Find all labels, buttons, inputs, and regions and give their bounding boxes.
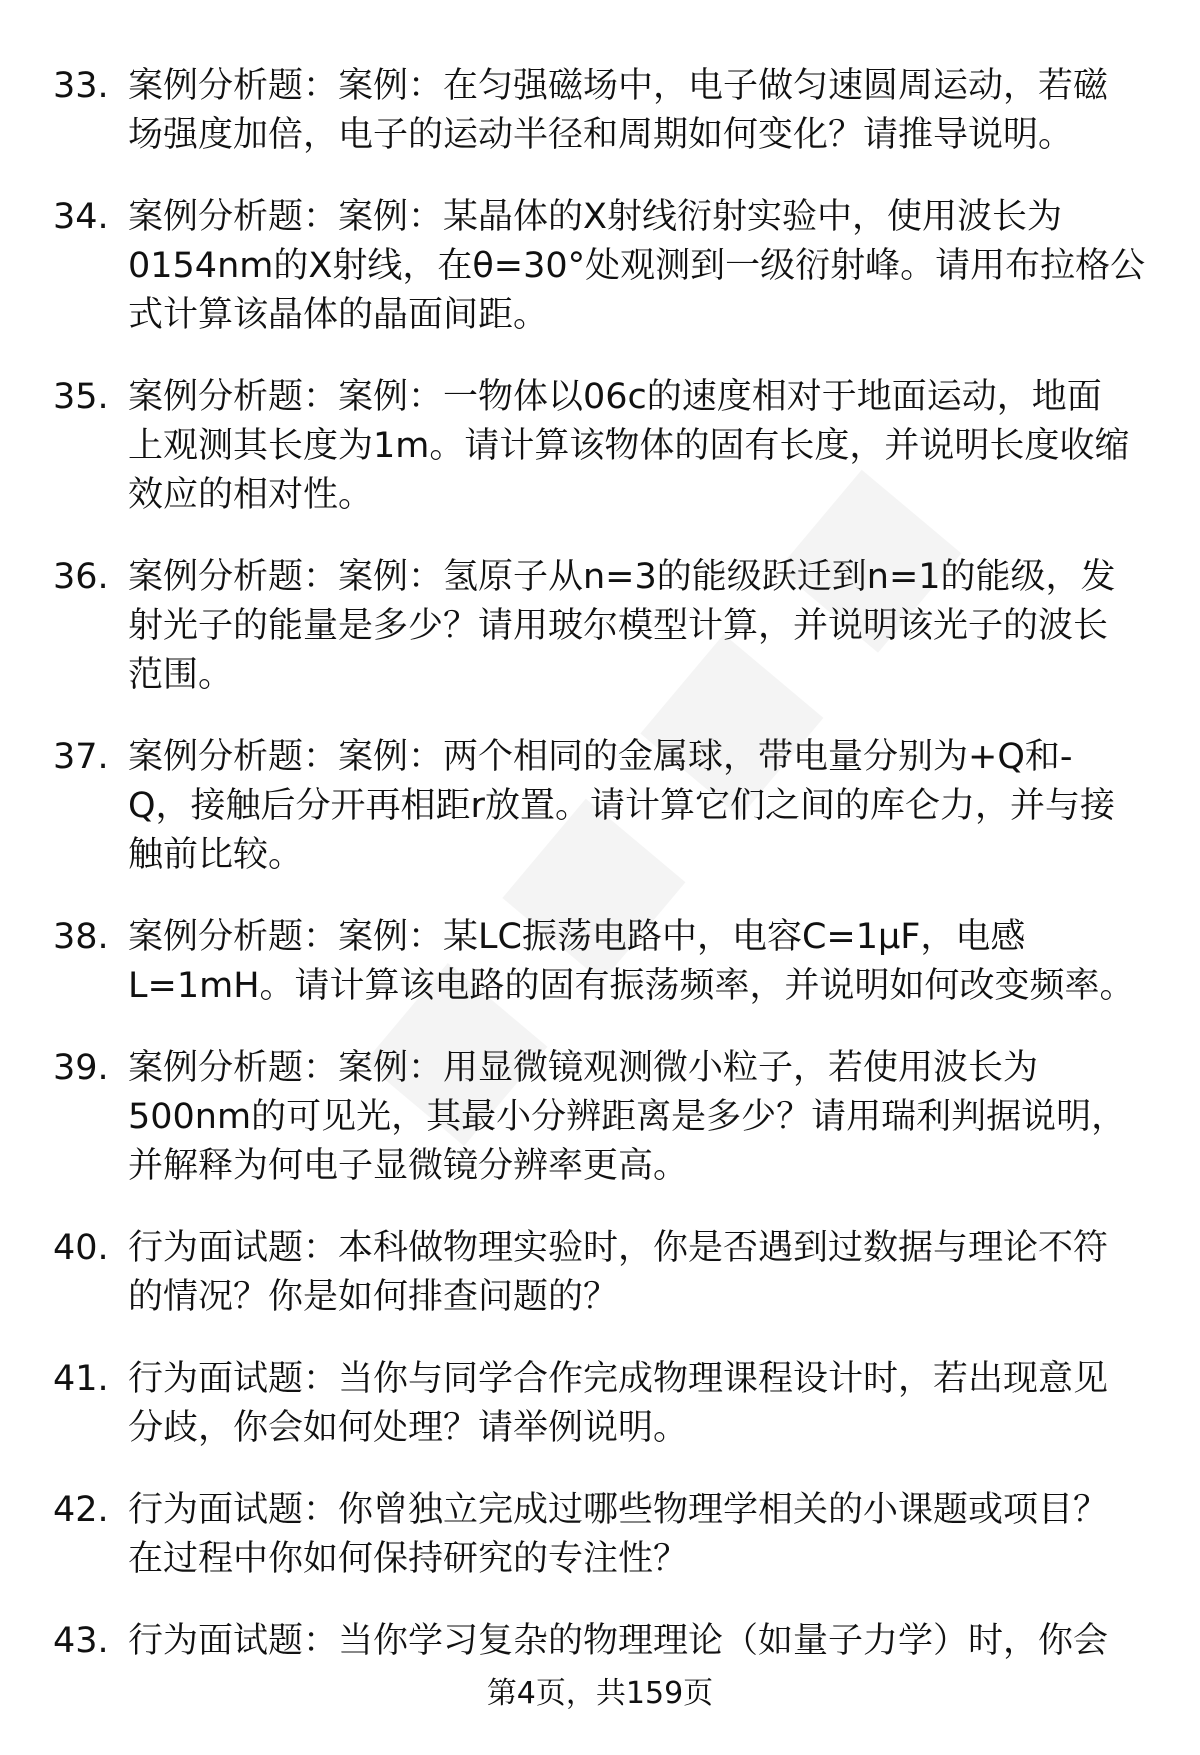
question-text-line: 在过程中你如何保持研究的专注性？ [128,1539,689,1579]
question-text-line: 式计算该晶体的晶面间距。 [128,295,549,335]
question-number: 36. [53,557,109,597]
question-text-line: 触前比较。 [128,835,304,875]
question-text-line: 分歧，你会如何处理？请举例说明。 [128,1408,689,1448]
question-text [128,1355,1200,1453]
question-text-line: 行为面试题：本科做物理实验时，你是否遇到过数据与理论不符 [128,1228,1109,1268]
question-text [128,733,1200,880]
question-text-line: L=1mH。请计算该电路的固有振荡频率，并说明如何改变频率。 [128,966,1135,1006]
question-text [128,193,1200,340]
question-number: 39. [53,1048,109,1088]
question-item [0,62,1200,160]
question-item [0,733,1200,880]
question-list [0,62,1200,1699]
question-text-line: 行为面试题：你曾独立完成过哪些物理学相关的小课题或项目？ [128,1490,1109,1530]
question-text-line: 案例分析题：案例：用显微镜观测微小粒子，若使用波长为 [128,1048,1039,1088]
question-number: 35. [53,377,109,417]
question-number: 40. [53,1228,109,1268]
question-text-line: 500nm的可见光，其最小分辨距离是多少？请用瑞利判据说明， [128,1097,1127,1137]
question-text-line: 案例分析题：案例：一物体以06c的速度相对于地面运动，地面 [128,377,1102,417]
question-number: 37. [53,737,109,777]
question-item [0,1044,1200,1191]
question-number: 41. [53,1359,109,1399]
question-text-line: Q，接触后分开再相距r放置。请计算它们之间的库仑力，并与接 [128,786,1115,826]
question-item [0,553,1200,700]
question-text-line: 案例分析题：案例：两个相同的金属球，带电量分别为+Q和- [128,737,1073,777]
question-text [128,1044,1200,1191]
question-item [0,373,1200,520]
question-number: 34. [53,197,109,237]
question-text-line: 并解释为何电子显微镜分辨率更高。 [128,1146,689,1186]
question-text [128,913,1200,1011]
question-text-line: 场强度加倍，电子的运动半径和周期如何变化？请推导说明。 [128,115,1074,155]
question-text [128,373,1200,520]
question-text-line: 的情况？你是如何排查问题的？ [128,1277,619,1317]
question-item [0,1224,1200,1322]
question-item [0,1355,1200,1453]
question-item [0,913,1200,1011]
question-text-line: 案例分析题：案例：氢原子从n=3的能级跃迁到n=1的能级，发 [128,557,1116,597]
question-text [128,1224,1200,1322]
question-text-line: 行为面试题：当你与同学合作完成物理课程设计时，若出现意见 [128,1359,1109,1399]
question-text [128,1486,1200,1584]
question-item [0,1617,1200,1666]
question-text-line: 案例分析题：案例：某晶体的X射线衍射实验中，使用波长为 [128,197,1062,237]
question-item [0,193,1200,340]
question-item [0,1486,1200,1584]
question-number: 42. [53,1490,109,1530]
question-text-line: 范围。 [128,655,234,695]
question-text-line: 案例分析题：案例：在匀强磁场中，电子做匀速圆周运动，若磁 [128,66,1109,106]
question-text-line: 案例分析题：案例：某LC振荡电路中，电容C=1μF，电感 [128,917,1026,957]
question-text [128,1617,1200,1666]
question-text-line: 行为面试题：当你学习复杂的物理理论（如量子力学）时，你会 [128,1621,1109,1661]
question-number: 38. [53,917,109,957]
question-text [128,62,1200,160]
question-text [128,553,1200,700]
question-number: 43. [53,1621,109,1661]
question-text-line: 效应的相对性。 [128,475,374,515]
question-text-line: 0154nm的X射线，在θ=30°处观测到一级衍射峰。请用布拉格公 [128,246,1146,286]
question-text-line: 上观测其长度为1m。请计算该物体的固有长度，并说明长度收缩 [128,426,1130,466]
question-number: 33. [53,66,109,106]
question-text-line: 射光子的能量是多少？请用玻尔模型计算，并说明该光子的波长 [128,606,1109,646]
page-footer: 第4页，共159页 [486,1676,714,1711]
